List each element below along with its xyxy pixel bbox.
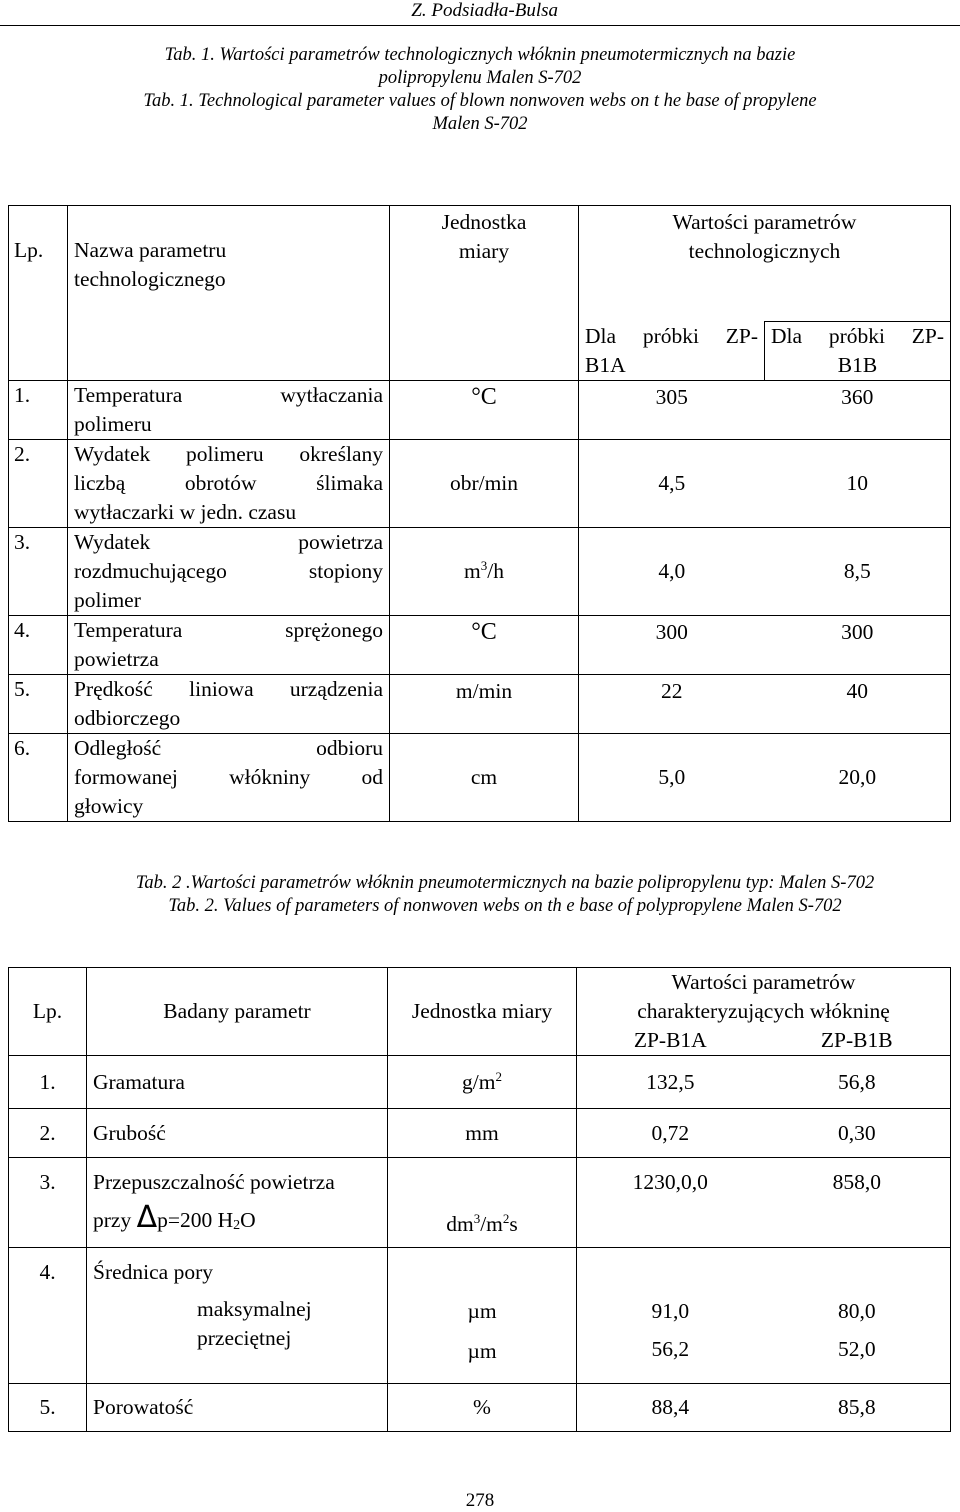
tab2-row <box>9 1158 951 1248</box>
tab1-header-sample-b-line-1: Dla próbki ZP- <box>771 324 944 348</box>
delta-symbol: Δ <box>136 1200 158 1235</box>
tab2-row-lp: 5. <box>9 1384 87 1432</box>
tab2-row-value-b <box>764 1248 951 1384</box>
tab1-row-value-a: 5,0 <box>579 734 765 822</box>
tab2-caption-pl: Tab. 2 .Wartości parametrów włóknin pneumotermicznych na bazie polipropylenu typ: Malen S-702 <box>135 873 875 893</box>
tab1-row <box>9 675 951 734</box>
tab2-row-value-b: 0,30 <box>764 1109 951 1158</box>
tab1-row-name <box>68 734 390 822</box>
tab1-row-unit: °C <box>390 616 579 675</box>
tab2-row <box>9 1056 951 1109</box>
tab2-row-value-a: 132,5 <box>577 1056 764 1109</box>
tab2-caption-en: Tab. 2. Values of parameters of nonwoven webs on th e base of polypropylene Malen S-702 <box>168 896 842 916</box>
tab1-header-sample-b-line-2: B1B <box>837 353 878 377</box>
tab2-row <box>9 1248 951 1384</box>
tab2-row <box>9 1384 951 1432</box>
tab2-header-sample-b: ZP-B1B <box>764 1026 951 1056</box>
tab1-caption-en-line-2: Malen S-702 <box>432 114 528 134</box>
unit-exponent: 3 <box>473 1211 481 1226</box>
unit-part: s <box>509 1212 518 1236</box>
tab2-row-unit: mm <box>388 1109 577 1158</box>
header-rule <box>0 25 960 26</box>
tab1-row-lp: 2. <box>9 440 68 528</box>
tab2-row-unit <box>388 1056 577 1109</box>
tab1-row-value-a: 22 <box>579 675 765 734</box>
running-header-author: Z. Podsiadła-Bulsa <box>411 0 558 21</box>
tab1-caption-pl-line-1: Tab. 1. Wartości parametrów technologicznych włóknin pneumotermicznych na bazie <box>164 45 796 65</box>
tab2-header-values-line-2: charakteryzujących włókninę <box>637 999 890 1023</box>
tab1-caption-pl-line-2: polipropylenu Malen S-702 <box>378 68 582 88</box>
tab1-row-lp: 5. <box>9 675 68 734</box>
tab1-header-sample-a-line-2: B1A <box>585 352 626 377</box>
unit-exponent: 2 <box>502 1211 510 1226</box>
tab1-header-sample-a <box>579 322 765 381</box>
fabric-parameters-table <box>8 967 951 1432</box>
tab1-row-name-line: rozdmuchującego stopiony <box>74 559 383 583</box>
tab1-row-name-line: Temperatura wytłaczania <box>74 383 383 407</box>
tab1-row-lp: 6. <box>9 734 68 822</box>
tab1-row-value-b: 8,5 <box>765 528 951 616</box>
unit-base: m <box>464 559 481 583</box>
unit-tail: /h <box>487 559 504 583</box>
tab2-row-param: Grubość <box>87 1109 388 1158</box>
tab1-caption-en-line-1: Tab. 1. Technological parameter values of blown nonwoven webs on t he base of propylene <box>143 91 817 111</box>
tab1-row-name-line: Wydatek powietrza <box>74 530 383 554</box>
tab1-row <box>9 381 951 440</box>
tab1-row-name-line: Temperatura sprężonego <box>74 618 383 642</box>
tab2-header-param: Badany parametr <box>87 968 388 1056</box>
tab2-row-value-a: 1230,0,0 <box>577 1158 764 1248</box>
tab2-row-lp: 2. <box>9 1109 87 1158</box>
tab2-row-unit-2: µm <box>467 1339 497 1363</box>
tab2-row-value-a-2: 56,2 <box>651 1337 690 1361</box>
tab2-row-param: Gramatura <box>87 1056 388 1109</box>
tab1-row-name-line: polimeru <box>74 412 152 436</box>
tab2-row-value-b: 858,0 <box>764 1158 951 1248</box>
tab2-row-value-b-2: 52,0 <box>837 1337 876 1361</box>
tab2-row-param-sub-2: przeciętnej <box>197 1326 292 1350</box>
tab2-row-unit: % <box>388 1384 577 1432</box>
tab2-row-param-subscript: 2 <box>233 1218 241 1233</box>
tab1-row-name-line: odbiorczego <box>74 706 181 730</box>
tab1-header-values <box>579 206 951 322</box>
tab2-row-value-a: 88,4 <box>577 1384 764 1432</box>
tab2-header-sample-a: ZP-B1A <box>577 1026 764 1056</box>
tab1-row-unit: obr/min <box>390 440 579 528</box>
tab1-row-name <box>68 675 390 734</box>
technological-parameters-table <box>8 205 951 822</box>
tab1-row-value-b: 300 <box>765 616 951 675</box>
tab2-row-param-formula: p=200 H <box>157 1208 234 1232</box>
tab1-row-value-a: 300 <box>579 616 765 675</box>
tab1-row <box>9 440 951 528</box>
tab2-row-param-line-1: Przepuszczalność powietrza <box>93 1170 335 1194</box>
tab1-row-lp: 4. <box>9 616 68 675</box>
tab1-row-name-line: polimer <box>74 588 141 612</box>
tab1-header-lp: Lp. <box>9 206 68 381</box>
tab1-row-value-a: 305 <box>579 381 765 440</box>
tab2-row-lp: 3. <box>9 1158 87 1248</box>
tab1-row-unit: cm <box>390 734 579 822</box>
tab1-caption <box>0 44 960 136</box>
tab1-row-name-line: formowanej włókniny od <box>74 765 383 789</box>
unit-base: g/m <box>462 1069 496 1094</box>
tab2-row-value-a <box>577 1248 764 1384</box>
tab2-row-lp: 1. <box>9 1056 87 1109</box>
tab1-row-name <box>68 528 390 616</box>
tab2-row-param-line-2 <box>93 1200 387 1235</box>
tab2-row-value-a: 0,72 <box>577 1109 764 1158</box>
tab2-row-value-b-1: 80,0 <box>837 1299 876 1323</box>
tab1-row-name-line: Prędkość liniowa urządzenia <box>74 677 383 701</box>
page-number: 278 <box>465 1490 495 1511</box>
tab1-header-name <box>68 206 390 381</box>
tab1-header-sample-a-line-1: Dla próbki ZP- <box>585 323 758 348</box>
unit-part: /m <box>480 1212 503 1236</box>
tab1-header-name-line-1: Nazwa parametru <box>74 238 227 262</box>
tab1-row-unit: m/min <box>390 675 579 734</box>
tab2-row-value-a-1: 91,0 <box>651 1299 690 1323</box>
tab2-row-param <box>87 1248 388 1384</box>
tab2-row-param-sub-1: maksymalnej <box>197 1297 312 1321</box>
tab1-row-unit <box>390 528 579 616</box>
tab1-header-sample-b <box>765 322 951 381</box>
tab2-row-param-formula-tail: O <box>240 1208 256 1232</box>
tab1-header-values-line-2: technologicznych <box>688 239 841 263</box>
tab1-row-name <box>68 381 390 440</box>
tab1-row <box>9 616 951 675</box>
tab1-header-unit <box>390 206 579 381</box>
tab2-header-values-line-1: Wartości parametrów <box>671 970 856 994</box>
tab1-header-values-line-1: Wartości parametrów <box>672 210 857 234</box>
tab2-row-value-b: 85,8 <box>764 1384 951 1432</box>
tab1-row-lp: 3. <box>9 528 68 616</box>
tab1-row-name-line: Odległość odbioru <box>74 736 383 760</box>
tab2-row-lp: 4. <box>9 1248 87 1384</box>
tab1-row-name-line: wytłaczarki w jedn. czasu <box>74 500 297 524</box>
tab2-header-lp: Lp. <box>9 968 87 1056</box>
tab2-row-param: Porowatość <box>87 1384 388 1432</box>
tab1-row-value-b: 360 <box>765 381 951 440</box>
tab1-row-name-line: liczbą obrotów ślimaka <box>74 471 383 495</box>
tab1-header-unit-line-1: Jednostka <box>441 210 527 234</box>
tab2-row-value-b: 56,8 <box>764 1056 951 1109</box>
tab1-row-value-b: 10 <box>765 440 951 528</box>
tab1-row-value-b: 20,0 <box>765 734 951 822</box>
tab1-row <box>9 528 951 616</box>
tab1-header-name-line-2: technologicznego <box>74 267 226 291</box>
tab2-row-param <box>87 1158 388 1248</box>
tab2-row <box>9 1109 951 1158</box>
tab1-row-name <box>68 440 390 528</box>
tab1-header-unit-line-2: miary <box>458 239 510 263</box>
tab1-row <box>9 734 951 822</box>
tab1-row-value-b: 40 <box>765 675 951 734</box>
tab2-header-values <box>577 968 951 1027</box>
tab2-header-unit: Jednostka miary <box>388 968 577 1056</box>
tab1-row-unit: °C <box>390 381 579 440</box>
tab2-row-unit-1: µm <box>467 1299 497 1323</box>
tab1-row-value-a: 4,5 <box>579 440 765 528</box>
unit-exponent: 2 <box>495 1068 502 1084</box>
tab1-row-value-a: 4,0 <box>579 528 765 616</box>
tab1-row-name-line: Wydatek polimeru określany <box>74 442 383 466</box>
tab1-row-name-line: głowicy <box>74 794 144 818</box>
tab1-row-lp: 1. <box>9 381 68 440</box>
tab2-caption <box>0 872 960 918</box>
tab2-row-param-line-1: Średnica pory <box>93 1260 214 1284</box>
unit-exponent: 3 <box>480 558 488 573</box>
tab2-row-unit <box>388 1158 577 1248</box>
tab2-row-unit <box>388 1248 577 1384</box>
tab1-row-name <box>68 616 390 675</box>
unit-part: dm <box>446 1212 474 1236</box>
tab2-row-param-word: przy <box>93 1208 132 1232</box>
tab1-row-name-line: powietrza <box>74 647 159 671</box>
